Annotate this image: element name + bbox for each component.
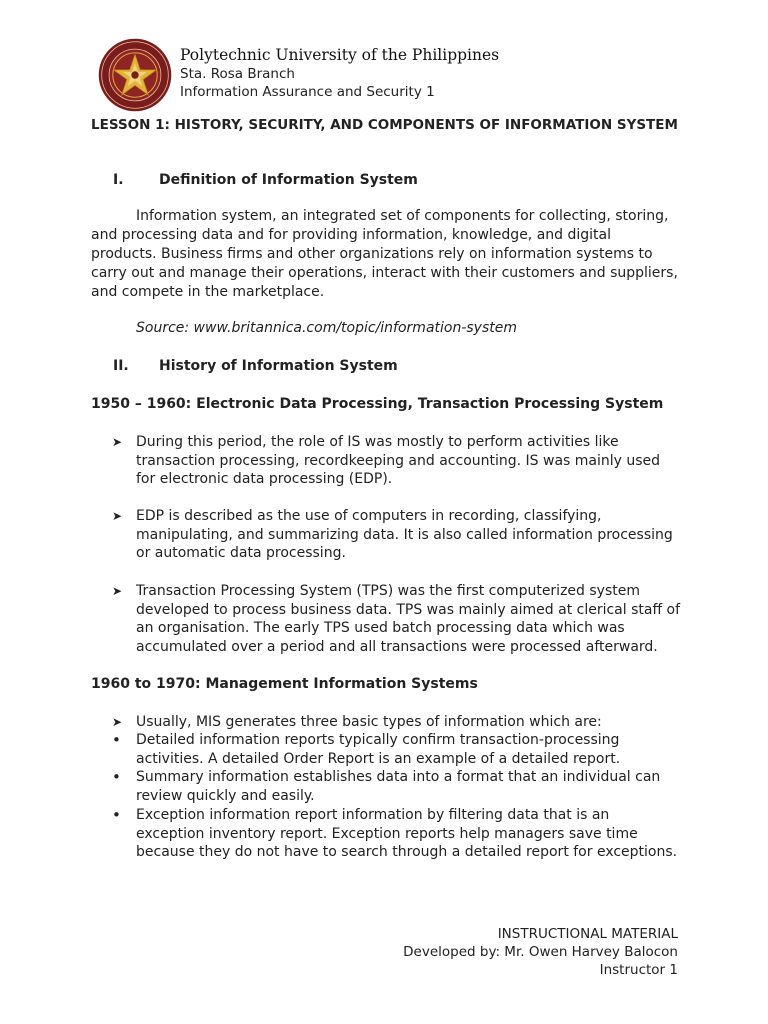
definition-paragraph: Information system, an integrated set of components for collecting, storing, and processing data and for providing information, knowledge, and digital products. Business firms and other organizations rely on information systems to carry out and manage their operations, interact with their customers and suppliers, and compete in the marketplace.	[91, 208, 678, 300]
bullet-dot-icon: •	[112, 768, 121, 786]
pup-seal-icon	[98, 38, 172, 112]
list-item-text: During this period, the role of IS was mostly to perform activities like transaction processing, recordkeeping and accounting. IS was mainly used for electronic data processing (EDP).	[136, 434, 661, 487]
list-item	[112, 806, 682, 862]
list-item	[112, 433, 682, 489]
list-item-text: Exception information report information by filtering data that is an exception inventory report. Exception reports help managers save time because they do not have to search through a detailed report for exceptions.	[136, 807, 678, 860]
lesson-title: LESSON 1: HISTORY, SECURITY, AND COMPONENTS OF INFORMATION SYSTEM	[91, 117, 678, 133]
list-item-text: Transaction Processing System (TPS) was the first computerized system developed to process business data. TPS was mainly aimed at clerical staff of an organisation. The early TPS used batch processing data which was accumulated over a period and all transactions were processed afterward.	[136, 583, 681, 655]
list-item	[112, 507, 682, 563]
bullet-dot-icon: •	[112, 731, 121, 749]
footer-instructional-material: INSTRUCTIONAL MATERIAL	[497, 926, 678, 942]
era-heading-1950: 1950 – 1960: Electronic Data Processing, Transaction Processing System	[91, 396, 664, 412]
list-item	[112, 731, 682, 768]
list-item	[112, 768, 682, 805]
list-item	[112, 713, 682, 732]
bullet-dot-icon: •	[112, 806, 121, 824]
course-name: Information Assurance and Security 1	[180, 84, 435, 100]
section-title: History of Information System	[159, 358, 398, 374]
section-number: I.	[113, 172, 124, 188]
source-citation: Source: www.britannica.com/topic/information-system	[136, 320, 518, 336]
list-item-text: Detailed information reports typically confirm transaction-processing activities. A detailed Order Report is an example of a detailed report.	[136, 732, 621, 767]
section-number: II.	[113, 358, 129, 374]
list-item-text: Summary information establishes data into a format that an individual can review quickly and easily.	[136, 769, 661, 804]
section-title: Definition of Information System	[159, 172, 418, 188]
footer-instructor: Instructor 1	[599, 962, 678, 978]
university-name: Polytechnic University of the Philippines	[180, 46, 500, 64]
footer-developer: Developed by: Mr. Owen Harvey Balocon	[403, 944, 678, 960]
arrow-bullet-icon: ➤	[112, 509, 123, 523]
arrow-bullet-icon: ➤	[112, 435, 123, 449]
arrow-bullet-icon: ➤	[112, 715, 123, 729]
arrow-bullet-icon: ➤	[112, 584, 123, 598]
list-item	[112, 582, 682, 656]
era-heading-1960: 1960 to 1970: Management Information Systems	[91, 676, 478, 692]
branch-name: Sta. Rosa Branch	[180, 66, 295, 82]
list-item-text: Usually, MIS generates three basic types of information which are:	[136, 714, 602, 730]
list-item-text: EDP is described as the use of computers in recording, classifying, manipulating, and summarizing data. It is also called information processing or automatic data processing.	[136, 508, 673, 561]
